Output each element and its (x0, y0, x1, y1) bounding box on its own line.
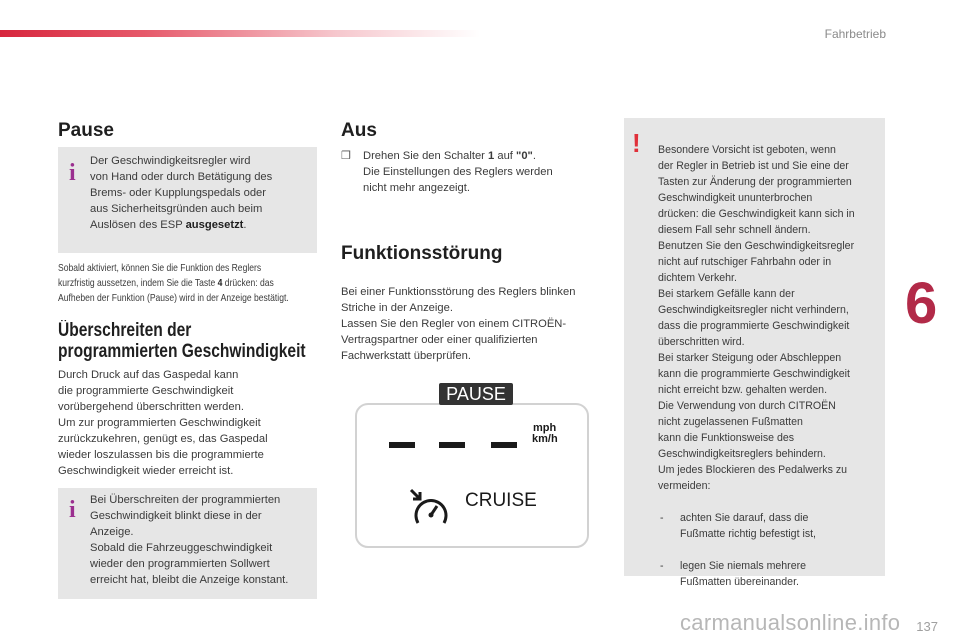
overspeed-heading: Überschreiten der programmierten Geschwindigkeit (58, 320, 306, 362)
warning-text: Besondere Vorsicht ist geboten, wenn der Regler in Betrieb ist und Sie eine der Tasten zur Änderung der programmierten Geschwindigkeit ununterbrochen drücken: die Geschwindigkeit kann sich in diesem Fall sehr schnell ändern. Benutzen Sie den Geschwindigkeitsregler nicht auf rutschiger Fahrbahn oder in dichtem Verkehr. Bei starkem Gefälle kann der Geschwindigkeitsregler nicht verhindern, dass die programmierte Geschwindigkeit überschritten wird. Bei starker Steigung oder Abschleppen kann die programmierte Geschwindigkeit nicht erreicht bzw. gehalten werden. Die Verwendung von durch CITROËN nicht zugelassenen Fußmatten kann die Funktionsweise des Geschwindigkeitsreglers behindern. Um jedes Blockieren des Pedalwerks zu vermeiden: - achten Sie darauf, dass die Fußmatte richtig befestigt ist, - legen Sie niemals mehrere Fußmatten übereinander. (658, 126, 884, 606)
section-title: Fahrbetrieb (824, 27, 886, 41)
fault-heading: Funktionsstörung (341, 243, 503, 264)
dash-3 (491, 442, 517, 448)
chapter-number: 6 (905, 271, 938, 336)
cruise-display-illustration (355, 380, 589, 548)
overspeed-info-box (58, 488, 317, 599)
overspeed-body: Durch Druck auf das Gaspedal kann die programmierte Geschwindigkeit vorübergehend überschritten werden. Um zur programmierten Geschwindigkeit zurückzukehren, genügt es, das Gaspedal wieder loszulassen bis die programmierte Geschwindigkeit wieder erreicht ist. (58, 369, 268, 477)
dash-1 (389, 442, 415, 448)
warning-list-item: - legen Sie niemals mehrere Fußmatten übereinander. (660, 560, 807, 588)
warning-icon: ! (632, 128, 641, 158)
page-number: 137 (916, 619, 938, 634)
checkbox-bullet-icon: ❒ (341, 150, 352, 162)
aus-step-text: Drehen Sie den Schalter 1 auf "0". Die Einstellungen des Reglers werden nicht mehr angezeigt. (363, 150, 553, 194)
header-accent-bar (0, 30, 480, 37)
overspeed-info-text: Bei Überschreiten der programmierten Geschwindigkeit blinkt diese in der Anzeige. Sobald die Fahrzeuggeschwindigkeit wieder den programmierten Sollwert erreicht hat, bleibt die Anzeige konstant. (90, 494, 289, 586)
info-icon: i (69, 160, 76, 186)
pause-note: Sobald aktiviert, können Sie die Funktion des Reglers kurzfristig aussetzen, indem Sie die Taste 4 drücken: das Aufheben der Funktion (Pause) wird in der Anzeige bestätigt. (58, 263, 289, 304)
watermark: carmanualsonline.info (680, 610, 901, 635)
dash-2 (439, 442, 465, 448)
pause-info-box (58, 147, 317, 253)
warning-box (624, 118, 885, 588)
cruise-label: CRUISE (465, 490, 537, 511)
warning-list-item: - achten Sie darauf, dass die Fußmatte richtig befestigt ist, (660, 512, 817, 540)
pause-heading: Pause (58, 120, 114, 141)
aus-heading: Aus (341, 120, 377, 141)
pause-label: PAUSE (446, 384, 506, 404)
unit-kmh: km/h (532, 433, 558, 445)
unit-mph: mph (533, 422, 557, 434)
info-icon: i (69, 497, 76, 523)
fault-body: Bei einer Funktionsstörung des Reglers blinken Striche in der Anzeige. Lassen Sie den Regler von einem CITROËN- Vertragspartner oder einer qualifizierten Fachwerkstatt überprüfen. (341, 286, 576, 362)
pause-info-text: Der Geschwindigkeitsregler wird von Hand oder durch Betätigung des Brems- oder Kupplungspedals oder aus Sicherheitsgründen auch beim Auslösen des ESP ausgesetzt. (90, 155, 273, 231)
aus-step (341, 148, 606, 196)
